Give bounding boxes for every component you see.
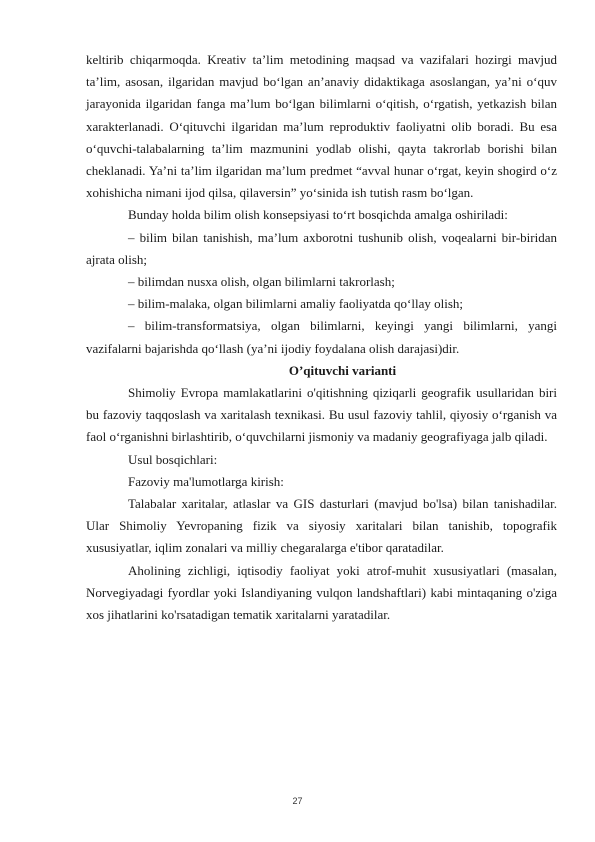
paragraph-intro-continued: keltirib chiqarmoqda. Kreativ ta’lim metodining maqsad va vazifalari hozirgi mavjud ta’lim, asosan, ilgaridan mavjud bo‘lgan an’anaviy didaktikaga asoslangan, ya’ni o‘quv jarayonida ilgaridan fanga ma’lum bo‘lgan bilimlarni o‘qitish, o‘rgatish, yetkazish bilan xarakterlanadi. O‘qituvchi ilgaridan ma’lum reproduktiv faoliyatni olib boradi. Bu esa o‘quvchi-talabalarning ta’lim mazmunini yodlab olishi, qayta takrorlab borishi bilan cheklanadi. Ya’ni ta’lim ilgaridan ma’lum predmet “avval hunar o‘rgat, keyin shogird o‘z xohishicha nimani ijod qilsa, qilaversin” yo‘sinida ish tutish rasm bo‘lgan. <box>86 52 557 201</box>
paragraph-step-maps: Talabalar xaritalar, atlaslar va GIS dasturlari (mavjud bo'lsa) bilan tanishadilar. Ular Shimoliy Yevropaning fizik va siyosiy xaritalari bilan tanishib, topografik xususiyatlar, iqlim zonalari va milliy chegaralarga e'tibor qaratadilar. <box>86 496 557 556</box>
list-item-stage-4: – bilim-transformatsiya, olgan bilimlarni, keyingi yangi bilimlarni, yangi vazifalarni bajarishda qo‘llash (ya’ni ijodiy foydalana olish darajasi)dir. <box>86 318 557 356</box>
list-item-stage-2: – bilimdan nusxa olish, olgan bilimlarni takrorlash; <box>128 274 395 290</box>
paragraph-concept-stages: Bunday holda bilim olish konsepsiyasi to‘rt bosqichda amalga oshiriladi: <box>128 207 508 223</box>
page-number: 27 <box>292 796 303 806</box>
paragraph-method-steps-label: Usul bosqichlari: <box>128 451 218 467</box>
section-heading: O’qituvchi varianti <box>288 362 397 378</box>
paragraph-step-thematic-maps: Aholining zichligi, iqtisodiy faoliyat yoki atrof-muhit xususiyatlari (masalan, Norvegiyadagi fyordlar yoki Islandiyaning vulqon landshaftlari) kabi mintaqaning o'ziga xos jihatlarini ko'rsatadigan tematik xaritalarni yaratadilar. <box>86 562 557 623</box>
paragraph-step-title: Fazoviy ma'lumotlarga kirish: <box>128 473 284 489</box>
document-page <box>86 49 557 626</box>
paragraph-method-description: Shimoliy Evropa mamlakatlarini o'qitishning qiziqarli geografik usullaridan biri bu fazoviy taqqoslash va xaritalash texnikasi. Bu usul fazoviy tahlil, qiyosiy o‘rganish va faol o‘rganishni birlashtirib, o‘quvchilarni jismoniy va madaniy geografiyaga jalb qiladi. <box>86 385 557 445</box>
list-item-stage-3: – bilim-malaka, olgan bilimlarni amaliy faoliyatda qo‘llay olish; <box>128 296 464 312</box>
list-item-stage-1: – bilim bilan tanishish, ma’lum axborotni tushunib olish, voqealarni bir-biridan ajrata olish; <box>86 229 557 267</box>
